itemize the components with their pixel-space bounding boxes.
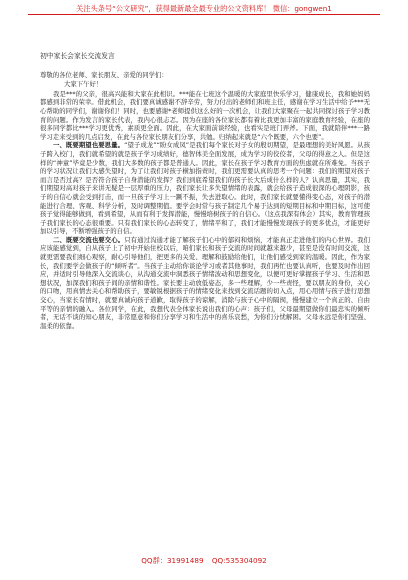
header-rule (28, 14, 380, 15)
document-body (40, 52, 370, 330)
section-body: 只有通过沟通才能了解孩子们心中的郁闷和烦恼，才能真正走进他们的内心世界。我们应该能感觉到，自从孩子上了初中开始住校以后，咱们家长和孩子交流的时间就越来越少，甚至是没有时间交流，这就更需要我们细心观察，耐心引导他们，把更多的关爱、理解和鼓励给他们，让他们感受到家的温暖。因此，作为家长，我们要学会做孩子的“倾听者”。当孩子主动给你谈论学习或者其他事时，我们再忙也要认真听，也要及时作出回应，并适时引导他深入交流谈心，从沟通交流中洞悉孩子情绪波动和思想变化，以便可更好掌握孩子学习、生活和思想状况，加深我们和孩子间的亲情和谐性。家长要主动放低姿态，多一些理解，少一些责怪，要以朋友的身份，关心的口吻，用真情去关心和帮助孩子，要敏锐根据孩子的情绪变化来找到交流话题的切入点，用心用情与孩子进行思想交心，当家长有情时，就要真诚向孩子道歉，取得孩子的谅解，消除与孩子心中的隔阂，慢慢建立一个真正的、自由平等的亲情的融入。各位同学，在此，我想代表全体家长说出我们的心声：孩子们，父母最期望做你们最忠实的倾听者，无话不谈的知心朋友，非常愿意和你们分享学习和生活中的喜乐哀愁，为你们分忧解困。父母永远是你们坚强、温柔的依靠。 (40, 235, 371, 330)
section-heading: 二、既要交流也要交心。 (53, 235, 125, 244)
footer-contact (0, 556, 408, 566)
header-banner: 关注头条号“公文研究”，获得最新最全最专业的公文资料库！ 微信：gongwen1 (76, 4, 332, 13)
footer-qq-group: QQ群：31991489 (141, 556, 204, 565)
section-paragraph (40, 236, 370, 331)
section-heading: 一、既要期望也要思量。 (53, 141, 125, 150)
footer-qq: QQ:535304092 (211, 556, 267, 565)
greeting: 大家下午好！ (64, 80, 103, 89)
document-title: 初中家长会家长交流发言 (40, 52, 115, 60)
section-paragraph (40, 141, 370, 236)
section-body: “望子成龙”“盼女成凤”是我们每个家长对子女的殷切期望，是最理想的美好风愿。从孩子跨入校门，我们就希望的就是孩子学习成绩好，德智体美全面发展，成为学习的佼佼者，父母的得意之人。但是这样的“神童”毕竟是少数，我们大多数的孩子都是普通人。因此，家长在孩子学习教育方面的焦虑就在所难免。当孩子的学习状况让我们大感失望时，为了让我们对孩子横加指责时，我们更需要认真的思考一个问题：我们的期望对孩子而言是否过高？是否符合孩子自身潜能的发挥？我们到底希望我们的孩子长大后成什么样的人？认真思量，其实，我们期望对高对孩子来讲无疑是一层厚重的压力，我们家长让多失望情绪的表露，就会给孩子造成很深的心理阴影，孩子的自信心就会受到打击，而一旦孩子学习上一蹶不振，失去进取心。此时，我们家长就要懂得变心态，对孩子的潜能进行合理、客观、科学分析，及时调整期值。要学会时常与孩子制定几个易于达到的短期目标和中期目标，这可使孩子觉得能够做到，看到希望，从而有利于发挥潜能，慢慢培树孩子的自信心。（这点我深有体会）其实，教育管理孩子我们家长的心态很重要。只有我们家长的心态转变了，情绪平和了，我们才能慢慢发现孩子的更多优点，才能更好加以引导，不断增强孩子的自信。 (40, 141, 370, 236)
salutation: 尊敬的各位老师、家长朋友、亲爱的同学们： (40, 70, 168, 79)
intro-paragraph: 我是***的父亲，很高兴能和大家在此相识。***能在七班这个温暖的大家庭里快乐学习，健康成长，我和她妈妈都感到非常的荣幸。借此机会，我们要真诚感谢不辞辛劳，努力付出的老师们和班主任，感谢在学习生活中给予***无心帮助的同学们，谢谢你们！同时，也要感谢*老师提供这么好的一次机会，让我们大家聚在一起共同探讨孩子学习教育的问题。作为发言的家长代表，我内心很忐忑。因为在座的各位家长都有着比我更加丰富的家庭教育经验，在座的很多同学都比***学习更优秀，素质更全面。因此，在大家面前谈经验，也看实是班门弄斧。下面，我就陪伴***一路学习走来受到的几点启发，在此与各位家长朋友们分享，共勉。归纳起来就是“六个既要，六个也要”。 (40, 89, 370, 141)
